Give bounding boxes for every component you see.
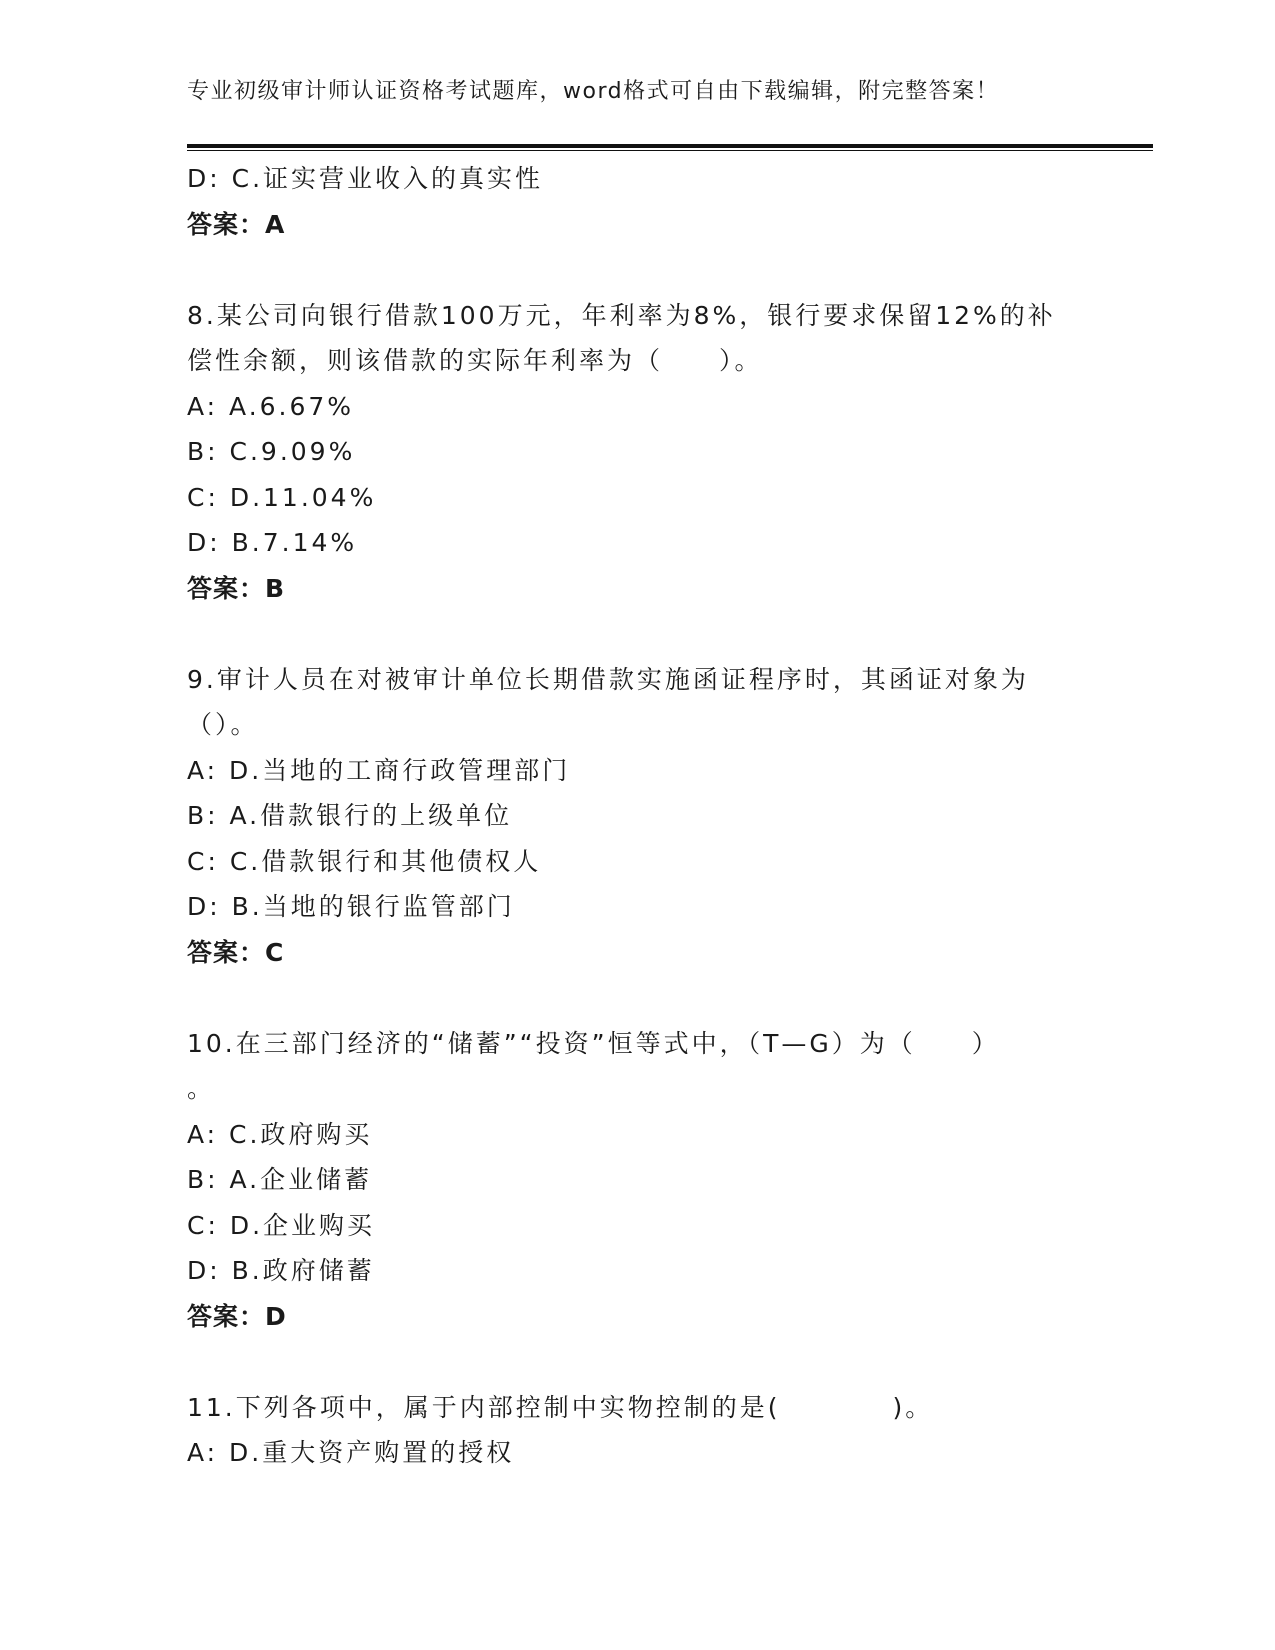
header-rule-thin (187, 150, 1153, 151)
option-line: D: C.证实营业收入的真实性 (187, 164, 544, 193)
answer-line: 答案：B (187, 573, 286, 603)
question-stem: 11.下列各项中，属于内部控制中实物控制的是( )。 (187, 1392, 934, 1422)
option-line: B: A.借款银行的上级单位 (187, 801, 513, 830)
question-stem: 8.某公司向银行借款100万元，年利率为8%，银行要求保留12%的补 (187, 300, 1056, 330)
question-content (187, 156, 1067, 1476)
question-stem: 10.在三部门经济的“储蓄”“投资”恒等式中，（T—G）为（ ） (187, 1028, 1000, 1058)
question-stem: 9.审计人员在对被审计单位长期借款实施函证程序时，其函证对象为 (187, 664, 1029, 694)
answer-line: 答案：C (187, 937, 285, 967)
option-line: C: D.11.04% (187, 482, 377, 512)
option-line: A: C.政府购买 (187, 1119, 373, 1149)
spacer (187, 1339, 1067, 1385)
spacer (187, 611, 1067, 657)
option-line: D: B.当地的银行监管部门 (187, 892, 515, 921)
page-header: 专业初级审计师认证资格考试题库，word格式可自由下载编辑，附完整答案！ (187, 79, 1000, 104)
option-line: D: B.政府储蓄 (187, 1256, 375, 1285)
option-line: A: D.当地的工商行政管理部门 (187, 755, 571, 785)
header-rule-thick (187, 144, 1153, 148)
question-stem: 偿性余额，则该借款的实际年利率为（ ）。 (187, 346, 763, 375)
question-stem: （）。 (187, 710, 259, 739)
spacer (187, 247, 1067, 293)
option-line: C: C.借款银行和其他债权人 (187, 846, 542, 876)
option-line: B: C.9.09% (187, 437, 356, 466)
spacer (187, 975, 1067, 1021)
option-line: B: A.企业储蓄 (187, 1165, 373, 1194)
option-line: A: A.6.67% (187, 391, 355, 421)
option-line: C: D.企业购买 (187, 1210, 376, 1240)
option-line: A: D.重大资产购置的授权 (187, 1438, 515, 1467)
option-line: D: B.7.14% (187, 528, 358, 557)
answer-line: 答案：A (187, 209, 286, 239)
question-stem: 。 (187, 1074, 216, 1103)
answer-line: 答案：D (187, 1301, 287, 1331)
